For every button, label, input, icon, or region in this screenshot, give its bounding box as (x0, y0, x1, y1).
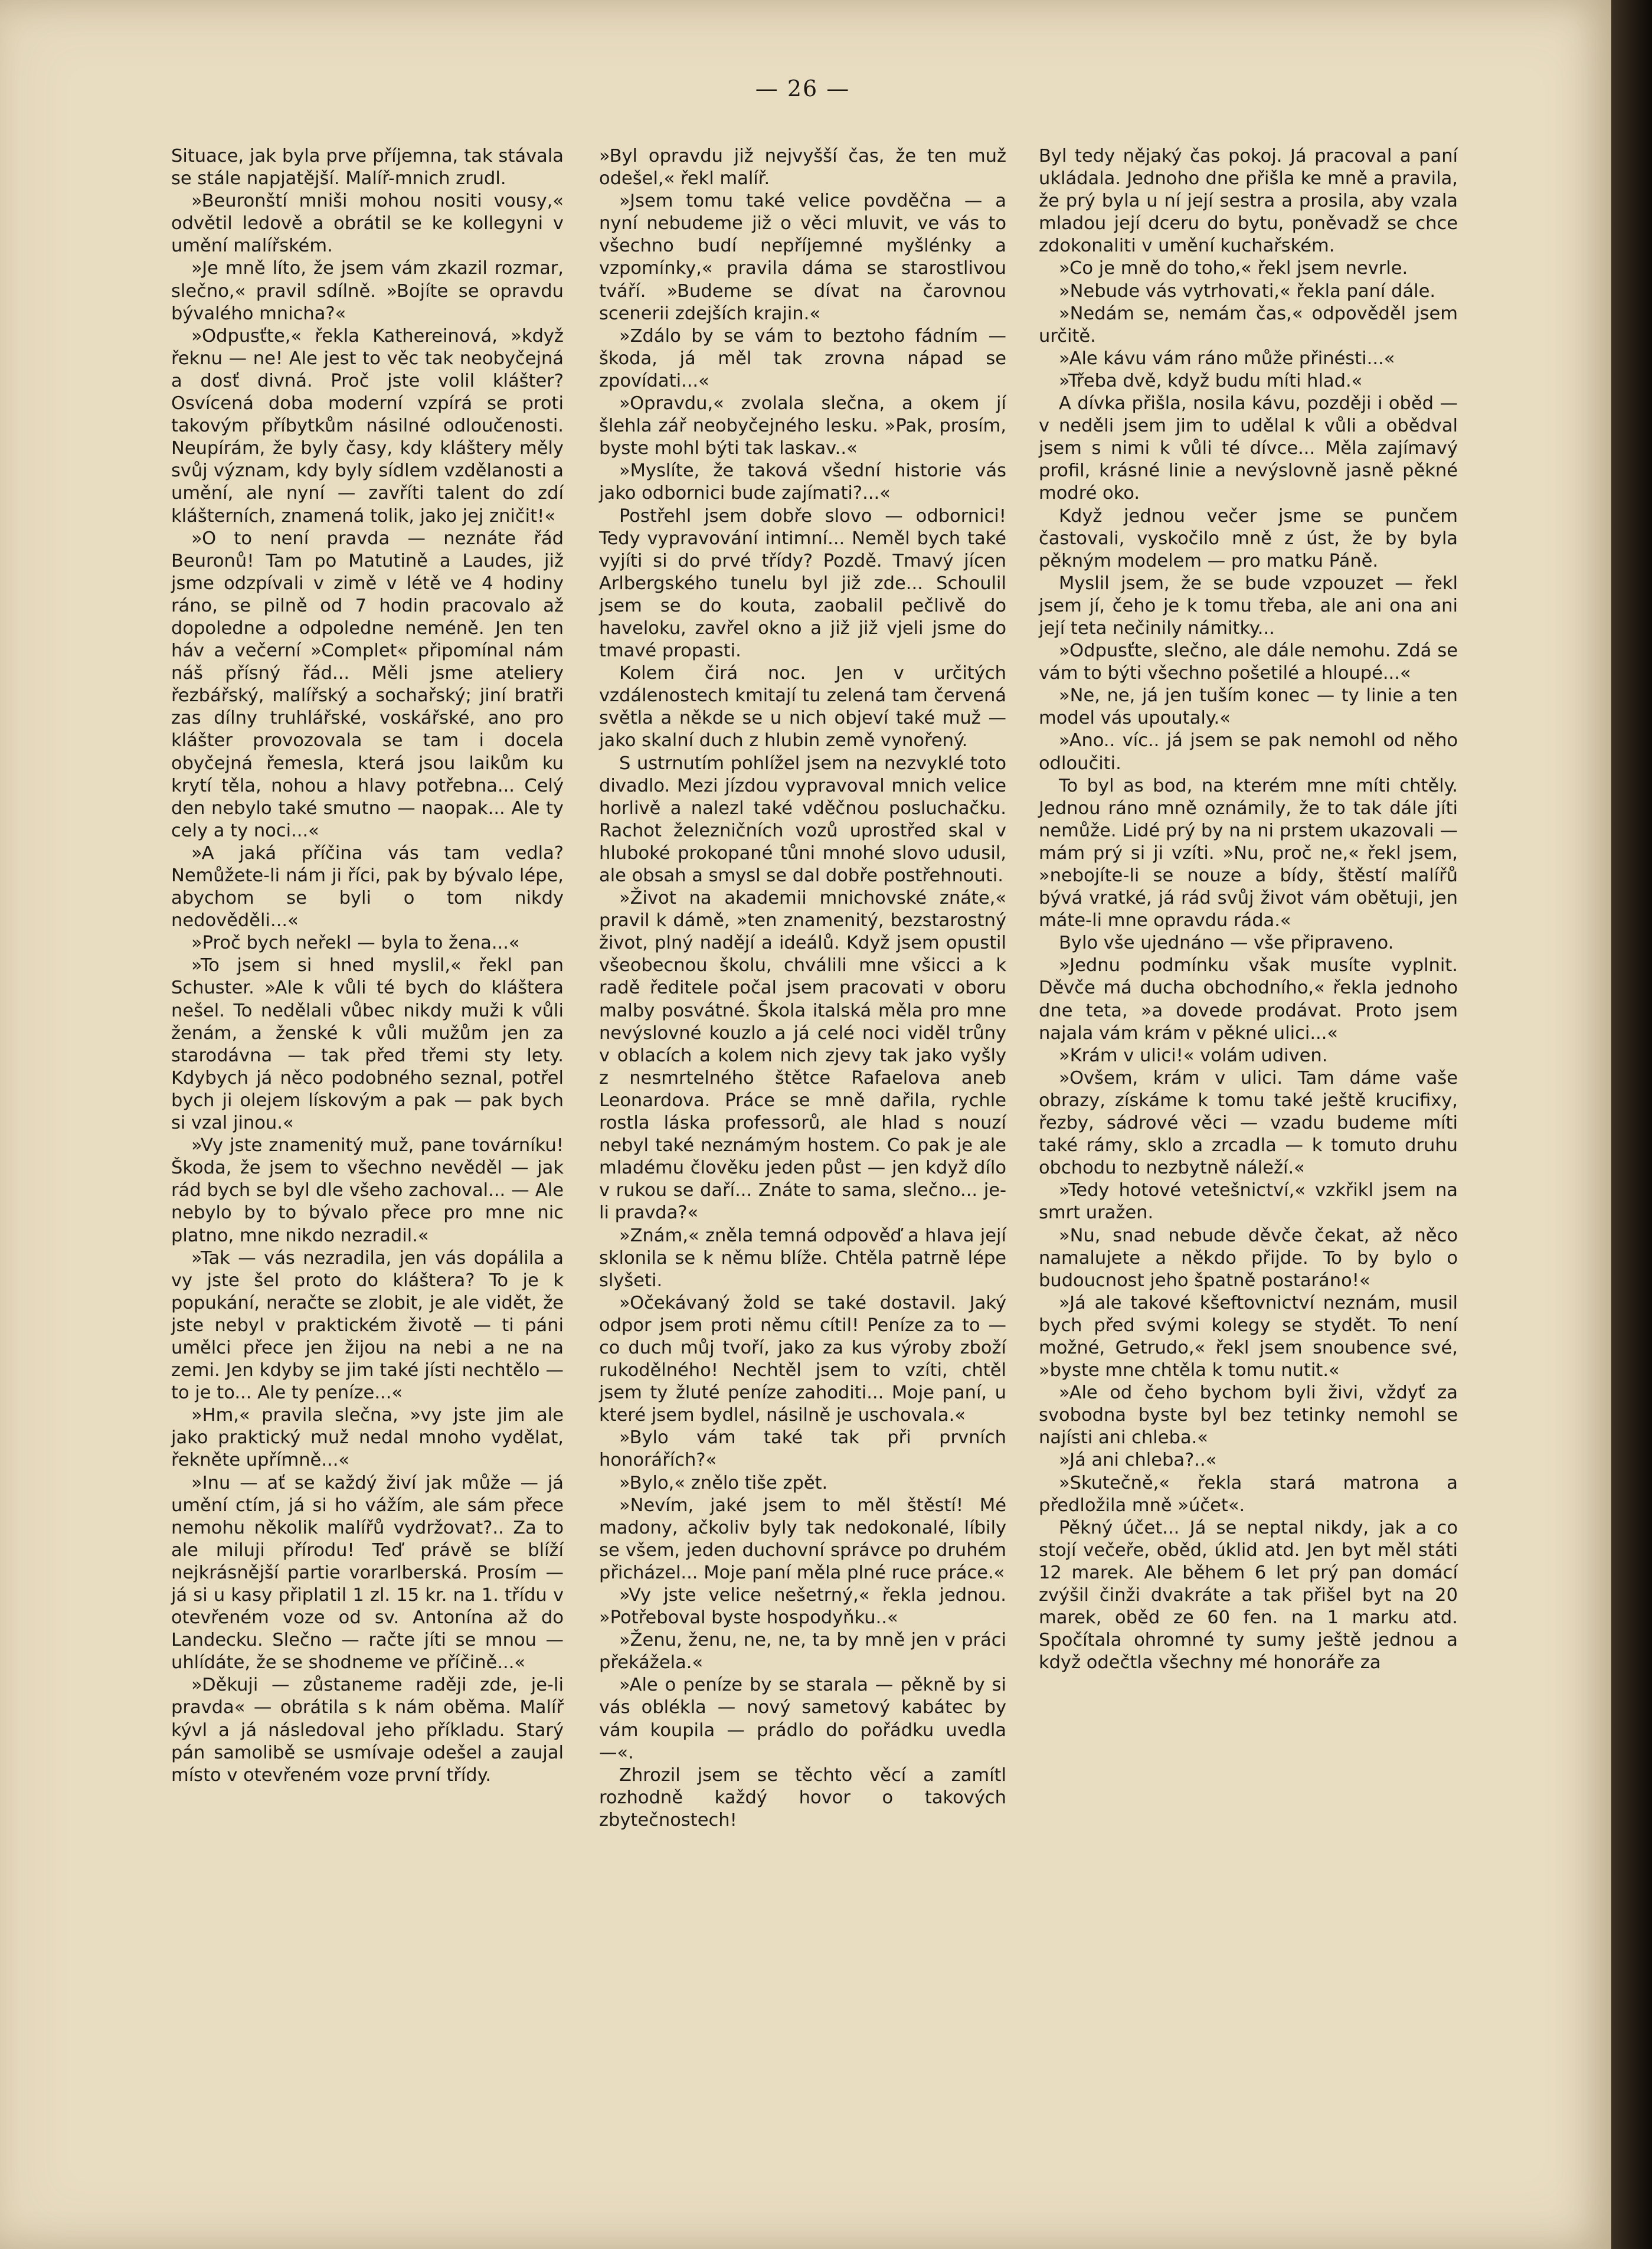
paragraph: »Ženu, ženu, ne, ne, ta by mně jen v práci překážela.« (599, 1630, 1006, 1673)
paragraph: »Skutečně,« řekla stará matrona a předložila mně »účet«. (1039, 1472, 1458, 1516)
paragraph: »Ale o peníze by se starala — pěkně by si vás oblékla — nový sametový kabátec by vám koupila — prádlo do pořádku uvedla —«. (599, 1675, 1006, 1763)
paragraph: »Jsem tomu také velice povděčna — a nyní nebudeme již o věci mluvit, ve vás to všechno budí nepříjemné myšlénky a vzpomínky,« pravila dáma se starostlivou tváří. »Budeme se dívat na čarovnou scenerii zdejších krajin.« (599, 191, 1006, 324)
paragraph: »Inu — ať se každý živí jak může — já umění ctím, já si ho vážím, ale sám přece nemohu několik malířů vydržovat?.. Za to ale miluji přírodu! Teď právě se blíží nejkrásnější partie vorarlberská. Prosím — já si u kasy připlatil 1 zl. 15 kr. na 1. třídu v otevřeném voze od sv. Antonína až do Landecku. Slečno — račte jíti se mnou — uhlídáte, že se shodneme ve příčině...« (171, 1472, 564, 1673)
paragraph: Kolem čirá noc. Jen v určitých vzdálenostech kmitají tu zelená tam červená světla a někde se u nich objeví také muž — jako skalní duch z hlubin země vynořený. (599, 663, 1006, 751)
paragraph: »Očekávaný žold se také dostavil. Jaký odpor jsem proti němu cítil! Peníze za to — co duch můj tvoří, jako za kus výroby zboží rukodělného! Nechtěl jsem to vzíti, chtěl jsem ty žluté peníze zahoditi... Moje paní, u které jsem bydlel, násilně je uschovala.« (599, 1292, 1006, 1426)
paragraph: »Ne, ne, já jen tuším konec — ty linie a ten model vás upoutaly.« (1039, 685, 1458, 729)
paragraph: »Vy jste velice nešetrný,« řekla jednou. »Potřeboval byste hospodyňku..« (599, 1585, 1006, 1629)
paragraph: »O to není pravda — neznáte řád Beuronů! Tam po Matutině a Laudes, již jsme odzpívali v zimě v létě ve 4 hodiny ráno, se pilně od 7 hodin pracovalo až dopoledne a odpoledne neméně. Jen ten háv a večerní »Complet« připomínal nám náš přísný řád... Měli jsme ateliery řezbářský, malířský a sochařský; jiní bratři zas dílny truhlářské, voskářské, ano pro klášter provozovala se tam i docela obyčejná řemesla, která jsou laikům ku krytí těla, nohou a hlavy potřebna... Celý den nebylo také smutno — naopak... Ale ty cely a ty noci...« (171, 528, 564, 841)
paragraph: »Ovšem, krám v ulici. Tam dáme vaše obrazy, získáme k tomu také ještě krucifixy, řezby, sádrové věci — vzadu budeme míti také rámy, sklo a zrcadla — k tomuto druhu obchodu to nezbytně náleží.« (1039, 1067, 1458, 1179)
paragraph: »Tak — vás nezradila, jen vás dopálila a vy jste šel proto do kláštera? To je k popukání, neračte se zlobit, je ale vidět, že jste nebyl v praktickém životě — ti páni umělci přece jen žijou na nebi a ne na zemi. Jen kdyby se jim také jísti nechtělo — to je to... Ale ty peníze...« (171, 1247, 564, 1404)
paragraph: »Nebude vás vytrhovati,« řekla paní dále. (1059, 280, 1436, 302)
paragraph: Myslil jsem, že se bude vzpouzet — řekl jsem jí, čeho je k tomu třeba, ale ani ona ani její teta nečinily námitky... (1039, 573, 1458, 639)
page-edge-shadow (1611, 0, 1652, 2249)
paragraph: Postřehl jsem dobře slovo — odbornici! Tedy vypravování intimní... Neměl bych také vyjíti si do prvé třídy? Pozdě. Tmavý jícen Arlbergského tunelu byl již zde... Schoulil jsem se do kouta, zaobalil pečlivě do haveloku, zavřel okno a již již vjeli jsme do tmavé propasti. (599, 505, 1006, 662)
paragraph: »Ale od čeho bychom byli živi, vždyť za svobodna byste byl bez tetinky nemohl se najísti ani chleba.« (1039, 1382, 1458, 1449)
paragraph: »Nu, snad nebude děvče čekat, až něco namalujete a někdo přijde. To by bylo o budoucnost jeho špatně postaráno!« (1039, 1225, 1458, 1291)
paragraph: »Zdálo by se vám to beztoho fádním — škoda, já měl tak zrovna nápad se zpovídati...« (599, 325, 1006, 391)
paragraph: »Bylo,« znělo tiše zpět. (619, 1472, 828, 1493)
paragraph: »Život na akademii mnichovské znáte,« pravil k dámě, »ten znamenitý, bezstarostný život, plný nadějí a ideálů. Když jsem opustil všeobecnou školu, chválili mne všicci a k radě ředitele počal jsem pracovati v oboru malby posvátné. Škola italská měla pro mne nevýslovné kouzlo a já celé noci viděl trůny v oblacích a kolem nich zjevy tak jako vyšly z nesmrtelného štětce Rafaelova aneb Leonardova. Práce se mně dařila, rychle rostla láska professorů, ale hlad s nouzí nebyl také neznámým hostem. Co pak je ale mladému člověku jeden půst — jen když dílo v rukou se daří... Znáte to sama, slečno... je-li pravda?« (599, 888, 1006, 1224)
paragraph: To byl as bod, na kterém mne míti chtěly. Jednou ráno mně oznámily, že to tak dále jíti nemůže. Lidé prý by na ni prstem ukazovali — mám prý si ji vzíti. »Nu, proč ne,« řekl jsem, »nebojíte-li se nouze a bídy, štěstí malířů bývá vratké, já rád svůj život vám obětuji, jen máte-li mne opravdu ráda.« (1039, 775, 1458, 931)
paragraph: »Odpusťte,« řekla Kathereinová, »když řeknu — ne! Ale jest to věc tak neobyčejná a dosť divná. Proč jste volil klášter? Osvícená doba moderní vzpírá se proti takovým příbytkům násilné odloučenosti. Neupírám, že byly časy, kdy kláštery měly svůj význam, kdy byly sídlem vzdělanosti a umění, ale nyní — zavříti talent do zdí klášterních, znamená tolik, jako jej zničit!« (171, 325, 564, 527)
paragraph: Byl tedy nějaký čas pokoj. Já pracoval a paní ukládala. Jednoho dne přišla ke mně a pravila, že prý byla u ní její sestra a prosila, aby vzala mladou její dceru do bytu, poněvadž se chce zdokonaliti v umění kuchařském. (1039, 146, 1458, 257)
paragraph: »Bylo vám také tak při prvních honorářích?« (599, 1427, 1006, 1471)
paragraph: »Odpusťte, slečno, ale dále nemohu. Zdá se vám to býti všechno pošetilé a hloupé...« (1039, 640, 1458, 684)
text-column-left (171, 145, 564, 1787)
paragraph: »Byl opravdu již nejvyšší čas, že ten muž odešel,« řekl malíř. (599, 146, 1006, 189)
paragraph: »Děkuji — zůstaneme raději zde, je-li pravda« — obrátila s k nám oběma. Malíř kývl a já následoval jeho příkladu. Starý pán samolibě se usmívaje odešel a zaujal místo v otevřeném voze první třídy. (171, 1675, 564, 1786)
paragraph: »Nevím, jaké jsem to měl štěstí! Mé madony, ačkoliv byly tak nedokonalé, líbily se všem, jeden duchovní správce po druhém přicházel... Moje paní měla plné ruce práce.« (599, 1495, 1006, 1583)
paragraph: »Ano.. víc.. já jsem se pak nemohl od něho odloučiti. (1039, 730, 1458, 774)
paragraph: »Je mně líto, že jsem vám zkazil rozmar, slečno,« pravil sdílně. »Bojíte se opravdu bývalého mnicha?« (171, 258, 564, 324)
paragraph: Bylo vše ujednáno — vše připraveno. (1059, 933, 1394, 954)
paragraph: Zhrozil jsem se těchto věcí a zamítl rozhodně každý hovor o takových zbytečnostech! (599, 1764, 1006, 1830)
paragraph: »Proč bych neřekl — byla to žena...« (191, 933, 520, 954)
paragraph: »A jaká příčina vás tam vedla? Nemůžete-li nám ji říci, pak by bývalo lépe, abychom se byli o tom nikdy nedověděli...« (171, 842, 564, 931)
paragraph: Pěkný účet... Já se neptal nikdy, jak a co stojí večeře, oběd, úklid atd. Jen byt měl státi 12 marek. Ale během 6 let prý pan domácí zvýšil činži dvakráte a tak přišel byt na 20 marek, oběd ze 60 fen. na 1 marku atd. Spočítala ohromné ty sumy ještě jednou a když odečtla všechny mé honoráře za (1039, 1517, 1458, 1673)
paragraph: Situace, jak byla prve příjemna, tak stávala se stále napjatější. Malíř-mnich zrudl. (171, 146, 564, 189)
paragraph: »Tedy hotové vetešnictví,« vzkřikl jsem na smrt uražen. (1039, 1180, 1458, 1224)
paragraph: »Opravdu,« zvolala slečna, a okem jí šlehla zář neobyčejného lesku. »Pak, prosím, byste mohl býti tak laskav..« (599, 393, 1006, 459)
paragraph: Když jednou večer jsme se punčem častovali, vyskočilo mně z úst, že by byla pěkným modelem — pro matku Páně. (1039, 505, 1458, 571)
paragraph: »Já ale takové kšeftovnictví neznám, musil bych před svými kolegy se stydět. To není možné, Getrudo,« řekl jsem snoubence své, »byste mne chtěla k tomu nutit.« (1039, 1292, 1458, 1381)
paragraph: »Ale kávu vám ráno může přinésti...« (1059, 348, 1395, 369)
paragraph: »Co je mně do toho,« řekl jsem nevrle. (1059, 258, 1408, 279)
paragraph: »To jsem si hned myslil,« řekl pan Schuster. »Ale k vůli té bych do kláštera nešel. To nedělali vůbec nikdy muži k vůli ženám, a ženské k vůli mužům jen za starodávna — tak před třemi sty lety. Kdybych já něco podobného seznal, potřel bych ji olejem lískovým a pak — pak bych si vzal jinou.« (171, 955, 564, 1134)
paragraph: »Třeba dvě, když budu míti hlad.« (1059, 370, 1363, 391)
text-column-right (1039, 145, 1458, 1674)
text-column-middle (599, 145, 1006, 1832)
paragraph: »Vy jste znamenitý muž, pane továrníku! Škoda, že jsem to všechno nevěděl — jak rád bych se byl dle všeho zachoval... — Ale nebylo by to bývalo přece pro mne nic platno, mne nikdo nezradil.« (171, 1135, 564, 1246)
paragraph: »Jednu podmínku však musíte vyplnit. Děvče má ducha obchodního,« řekla jednoho dne teta, »a dovede prodávat. Proto jsem najala vám krám v pěkné ulici...« (1039, 955, 1458, 1044)
paragraph: »Beuronští mniši mohou nositi vousy,« odvětil ledově a obrátil se ke kollegyni v umění malířském. (171, 191, 564, 257)
paragraph: »Já ani chleba?..« (1059, 1450, 1217, 1471)
paragraph: A dívka přišla, nosila kávu, později i oběd — v neděli jsem jim to udělal k vůli a obědval jsem s nimi k vůli té dívce... Měla zajímavý profil, krásné linie a nevýslovně jasně pěkné modré oko. (1039, 393, 1458, 504)
paragraph: »Krám v ulici!« volám udiven. (1059, 1045, 1328, 1066)
paragraph: »Myslíte, že taková všední historie vás jako odbornici bude zajímati?...« (599, 460, 1006, 504)
paragraph: S ustrnutím pohlížel jsem na nezvyklé toto divadlo. Mezi jízdou vypravoval mnich velice horlivě a nalezl také vděčnou posluchačku. Rachot železničních vozů uprostřed skal v hluboké prokopané tůni mnohé slovo udusil, ale obsah a smysl se dal dobře postřehnouti. (599, 753, 1006, 886)
paragraph: »Znám,« zněla temná odpověď a hlava její sklonila se k němu blíže. Chtěla patrně lépe slyšeti. (599, 1225, 1006, 1291)
paragraph: »Hm,« pravila slečna, »vy jste jim ale jako praktický muž nedal mnoho vydělat, řekněte upřímně...« (171, 1405, 564, 1471)
page-number: — 26 — (755, 76, 850, 102)
paragraph: »Nedám se, nemám čas,« odpověděl jsem určitě. (1039, 303, 1458, 346)
